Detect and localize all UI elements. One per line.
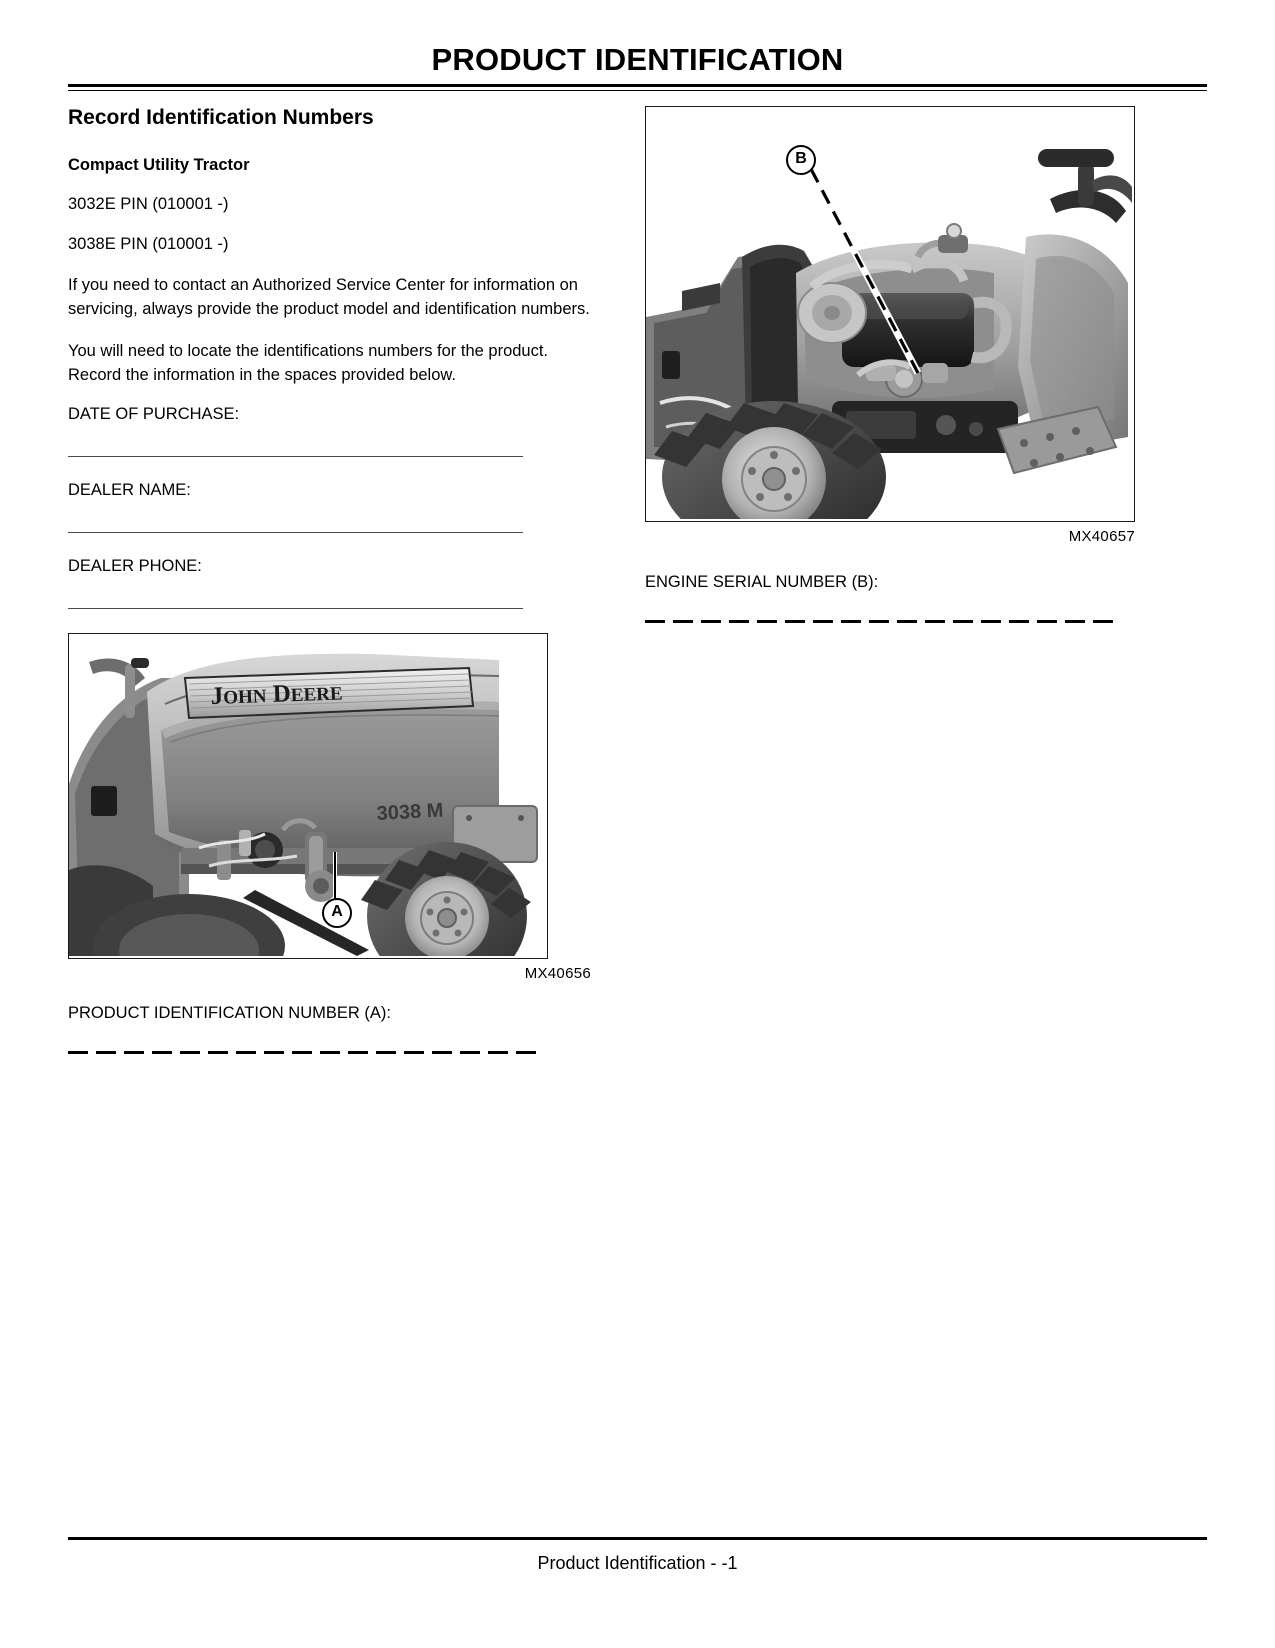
pin-line-3032e: 3032E PIN (010001 -) [68, 195, 229, 213]
product-identification-number-blank[interactable] [68, 1045, 538, 1059]
footer-rule [68, 1537, 1207, 1540]
hood-photo-illustration [69, 634, 545, 956]
engine-photo-illustration [646, 107, 1132, 519]
header-rule-thin [68, 90, 1207, 91]
figure-engine-serial-number [645, 106, 1135, 522]
paragraph-service-center: If you need to contact an Authorized Service Center for information on servicing, always provide the product model and identification numbers. [68, 276, 590, 318]
right-column [645, 106, 1135, 628]
figure-product-identification-number [68, 633, 548, 959]
figure-caption-mx40657: MX40657 [1068, 528, 1135, 545]
field-rule-date-of-purchase[interactable] [68, 456, 523, 457]
subsection-title: Compact Utility Tractor [68, 156, 250, 174]
field-label-dealer-name: DEALER NAME: [68, 481, 191, 499]
callout-a: A [322, 898, 352, 928]
field-label-date-of-purchase: DATE OF PURCHASE: [68, 405, 240, 423]
field-rule-dealer-name[interactable] [68, 532, 523, 533]
svg-text:3038 M: 3038 M [376, 799, 444, 825]
header-rule-thick [68, 84, 1207, 87]
footer-page-label: Product Identification - -1 [537, 1553, 738, 1573]
page-title: PRODUCT IDENTIFICATION [431, 42, 844, 77]
figure-caption-mx40656: MX40656 [524, 965, 591, 982]
pin-line-3038e: 3038E PIN (010001 -) [68, 235, 229, 253]
callout-b: B [786, 145, 816, 175]
engine-serial-number-blank[interactable] [645, 614, 1115, 628]
svg-text:JOHN DEERE: JOHN DEERE [210, 680, 343, 710]
field-rule-dealer-phone[interactable] [68, 608, 523, 609]
section-title: Record Identification Numbers [68, 106, 374, 129]
engine-serial-number-label: ENGINE SERIAL NUMBER (B): [645, 573, 879, 591]
paragraph-locate-numbers: You will need to locate the identifications numbers for the product. Record the information in the spaces provided below. [68, 342, 549, 384]
product-identification-number-label: PRODUCT IDENTIFICATION NUMBER (A): [68, 1004, 391, 1022]
left-column [68, 106, 591, 1059]
field-label-dealer-phone: DEALER PHONE: [68, 557, 202, 575]
